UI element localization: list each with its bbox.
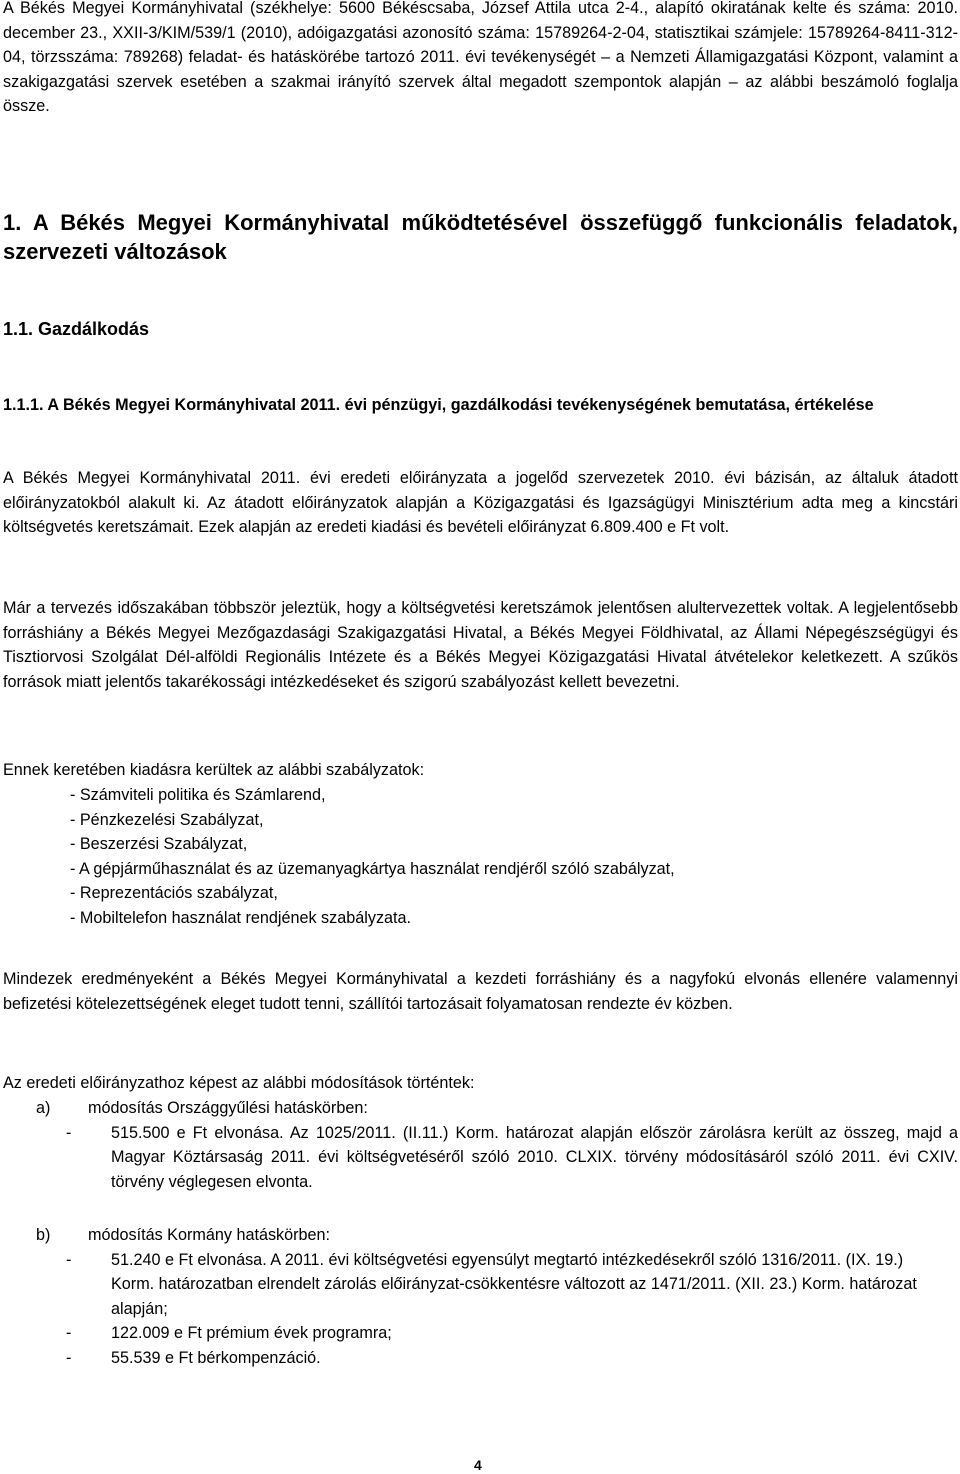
modification-b-label: b) — [36, 1226, 51, 1244]
modification-b-title: módosítás Kormány hatáskörben: — [88, 1226, 331, 1244]
paragraph-regulations-intro: Ennek keretében kiadásra kerültek az alábbi szabályzatok: — [3, 761, 425, 779]
list-item: - Mobiltelefon használat rendjének szabályzata. — [70, 908, 412, 927]
modification-a — [36, 1096, 958, 1194]
modification-a-label: a) — [36, 1099, 51, 1117]
dash-marker: - — [66, 1250, 72, 1269]
list-item: - Beszerzési Szabályzat, — [70, 835, 248, 854]
page-number: 4 — [474, 1457, 482, 1473]
intro-paragraph: A Békés Megyei Kormányhivatal (székhelye: 5600 Békéscsaba, József Attila utca 2-4., alapító okiratának kelte és száma: 2010. december 23., XXII-3/KIM/539/1 (2010), adóigazgatási azonosító száma: 15789264-2-04, statisztikai számjele: 15789264-8411-312-04, törzsszáma: 789268) feladat- és hatáskörébe tartozó 2011. évi tevékenységét – a Nemzeti Államigazgatási Központ, valamint a szakigazgatási szervek esetében a szakmai irányító szervek által megadott szempontok alapján – az alábbi beszámoló foglalja össze. — [3, 0, 958, 116]
modification-b-item: 55.539 e Ft bérkompenzáció. — [111, 1348, 321, 1367]
section-1-1-1-heading: 1.1.1. A Békés Megyei Kormányhivatal 2011. évi pénzügyi, gazdálkodási tevékenységének bemutatása, értékelése — [3, 396, 874, 414]
modification-b-item: 122.009 e Ft prémium évek programra; — [111, 1324, 392, 1343]
list-item: - Számviteli politika és Számlarend, — [70, 786, 326, 804]
modification-a-item: 515.500 e Ft elvonása. Az 1025/2011. (II.11.) Korm. határozat alapján először zárolásra került az összeg, majd a Magyar Köztársaság 2011. évi költségvetéséről szóló 2010. CLXIX. törvény módosításáról szóló 2011. évi CXIV. törvény véglegesen elvonta. — [111, 1123, 958, 1191]
modification-b — [36, 1223, 958, 1371]
list-item: - A gépjárműhasználat és az üzemanyagkártya használat rendjéről szóló szabályzat, — [70, 859, 675, 878]
list-item: - Pénzkezelési Szabályzat, — [70, 810, 264, 829]
dash-marker: - — [66, 1324, 72, 1343]
regulations-list — [3, 783, 675, 931]
dash-marker: - — [66, 1348, 72, 1367]
paragraph-shortfall: Már a tervezés időszakában többször jeleztük, hogy a költségvetési keretszámok jelentősen alultervezettek voltak. A legjelentősebb forráshiány a Békés Megyei Mezőgazdasági Szakigazgatási Hivatal, a Békés Megyei Földhivatal, az Állami Népegészségügyi és Tisztiorvosi Szolgálat Dél-alföldi Regionális Intézete és a Békés Megyei Közigazgatási Hivatal átvételekor keletkezett. A szűkös források miatt jelentős takarékossági intézkedéseket és szigorú szabályozást kellett bevezetni. — [3, 599, 958, 691]
modification-a-title: módosítás Országgyűlési hatáskörben: — [88, 1099, 368, 1117]
paragraph-budget: A Békés Megyei Kormányhivatal 2011. évi eredeti előirányzata a jogelőd szervezetek 2010. évi bázisán, az általuk átadott előirányzatokból alakult ki. Az átadott előirányzatok alapján a Közigazgatási és Igazságügyi Minisztérium adta meg a kincstári költségvetés keretszámait. Ezek alapján az eredeti kiadási és bevételi előirányzat 6.809.400 e Ft volt. — [3, 469, 958, 537]
section-1-heading: 1. A Békés Megyei Kormányhivatal működtetésével összefüggő funkcionális feladatok, szervezeti változások — [3, 210, 958, 264]
paragraph-modifications-intro: Az eredeti előirányzathoz képest az alábbi módosítások történtek: — [3, 1074, 475, 1092]
paragraph-result: Mindezek eredményeként a Békés Megyei Kormányhivatal a kezdeti forráshiány és a nagyfokú elvonás ellenére valamennyi befizetési kötelezettségének eleget tudott tenni, szállítói tartozásait folyamatosan rendezte év közben. — [3, 970, 958, 1013]
section-1-1-heading: 1.1. Gazdálkodás — [3, 319, 150, 339]
list-item: - Reprezentációs szabályzat, — [70, 884, 278, 903]
dash-marker: - — [66, 1123, 72, 1142]
modification-b-item: 51.240 e Ft elvonása. A 2011. évi költségvetési egyensúlyt megtartó intézkedésekről szóló 1316/2011. (IX. 19.) Korm. határozatban elrendelt zárolás előirányzat-csökkentésre változott az 1471/2011. (XII. 23.) Korm. határozat alapján; — [111, 1250, 917, 1318]
